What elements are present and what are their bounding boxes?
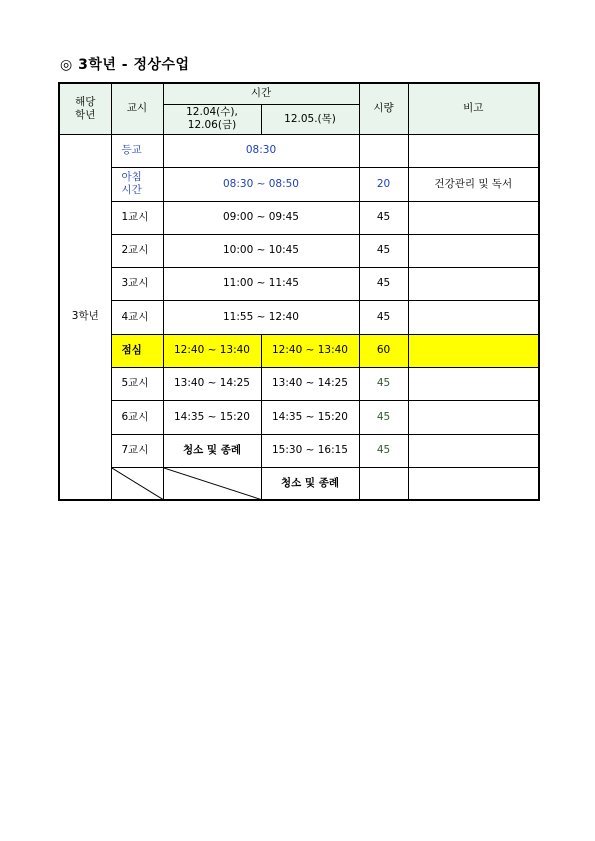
time-cell: 08:30 <box>163 134 359 167</box>
note-cell <box>408 367 539 400</box>
period-cell: 등교 <box>111 134 163 167</box>
note-cell <box>408 334 539 367</box>
header-duration: 시량 <box>359 83 408 134</box>
time-cell: 11:00 ~ 11:45 <box>163 267 359 300</box>
period-cell: 아침 시간 <box>111 167 163 201</box>
time-cell: 09:00 ~ 09:45 <box>163 201 359 234</box>
header-note: 비고 <box>408 83 539 134</box>
header-time: 시간 <box>163 83 359 104</box>
time-cell-a: 12:40 ~ 13:40 <box>163 334 261 367</box>
header-grade: 해당 학년 <box>59 83 111 134</box>
time-cell: 08:30 ~ 08:50 <box>163 167 359 201</box>
note-cell <box>408 134 539 167</box>
time-cell: 10:00 ~ 10:45 <box>163 234 359 267</box>
duration-cell: 45 <box>359 267 408 300</box>
time-cell-a: 14:35 ~ 15:20 <box>163 400 261 434</box>
duration-cell <box>359 467 408 500</box>
time-cell-b: 14:35 ~ 15:20 <box>261 400 359 434</box>
grade-cell: 3학년 <box>59 134 111 500</box>
duration-cell: 45 <box>359 201 408 234</box>
note-cell <box>408 201 539 234</box>
note-cell <box>408 434 539 467</box>
time-cell-b: 12:40 ~ 13:40 <box>261 334 359 367</box>
period-cell: 2교시 <box>111 234 163 267</box>
period-cell: 4교시 <box>111 300 163 334</box>
duration-cell: 45 <box>359 400 408 434</box>
diagonal-line <box>164 468 261 500</box>
empty-diagonal-cell <box>163 467 261 500</box>
time-cell-b: 15:30 ~ 16:15 <box>261 434 359 467</box>
duration-cell: 45 <box>359 234 408 267</box>
schedule-table <box>58 82 540 501</box>
time-cell: 11:55 ~ 12:40 <box>163 300 359 334</box>
header-date-1: 12.04(수), 12.06(금) <box>163 104 261 134</box>
note-cell <box>408 300 539 334</box>
period-cell: 3교시 <box>111 267 163 300</box>
duration-cell: 45 <box>359 367 408 400</box>
diagonal-line <box>112 468 163 500</box>
period-cell: 점심 <box>111 334 163 367</box>
time-cell-b: 13:40 ~ 14:25 <box>261 367 359 400</box>
time-cell-a: 청소 및 종례 <box>163 434 261 467</box>
note-cell <box>408 400 539 434</box>
empty-diagonal-cell <box>111 467 163 500</box>
time-cell-b: 청소 및 종례 <box>261 467 359 500</box>
period-cell: 5교시 <box>111 367 163 400</box>
period-cell: 7교시 <box>111 434 163 467</box>
note-cell: 건강관리 및 독서 <box>408 167 539 201</box>
duration-cell <box>359 134 408 167</box>
header-date-2: 12.05.(목) <box>261 104 359 134</box>
note-cell <box>408 467 539 500</box>
duration-cell: 45 <box>359 434 408 467</box>
duration-cell: 20 <box>359 167 408 201</box>
duration-cell: 45 <box>359 300 408 334</box>
section-title: ◎ 3학년 - 정상수업 <box>60 57 190 73</box>
note-cell <box>408 267 539 300</box>
period-cell: 1교시 <box>111 201 163 234</box>
period-cell: 6교시 <box>111 400 163 434</box>
header-period: 교시 <box>111 83 163 134</box>
duration-cell: 60 <box>359 334 408 367</box>
time-cell-a: 13:40 ~ 14:25 <box>163 367 261 400</box>
note-cell <box>408 234 539 267</box>
